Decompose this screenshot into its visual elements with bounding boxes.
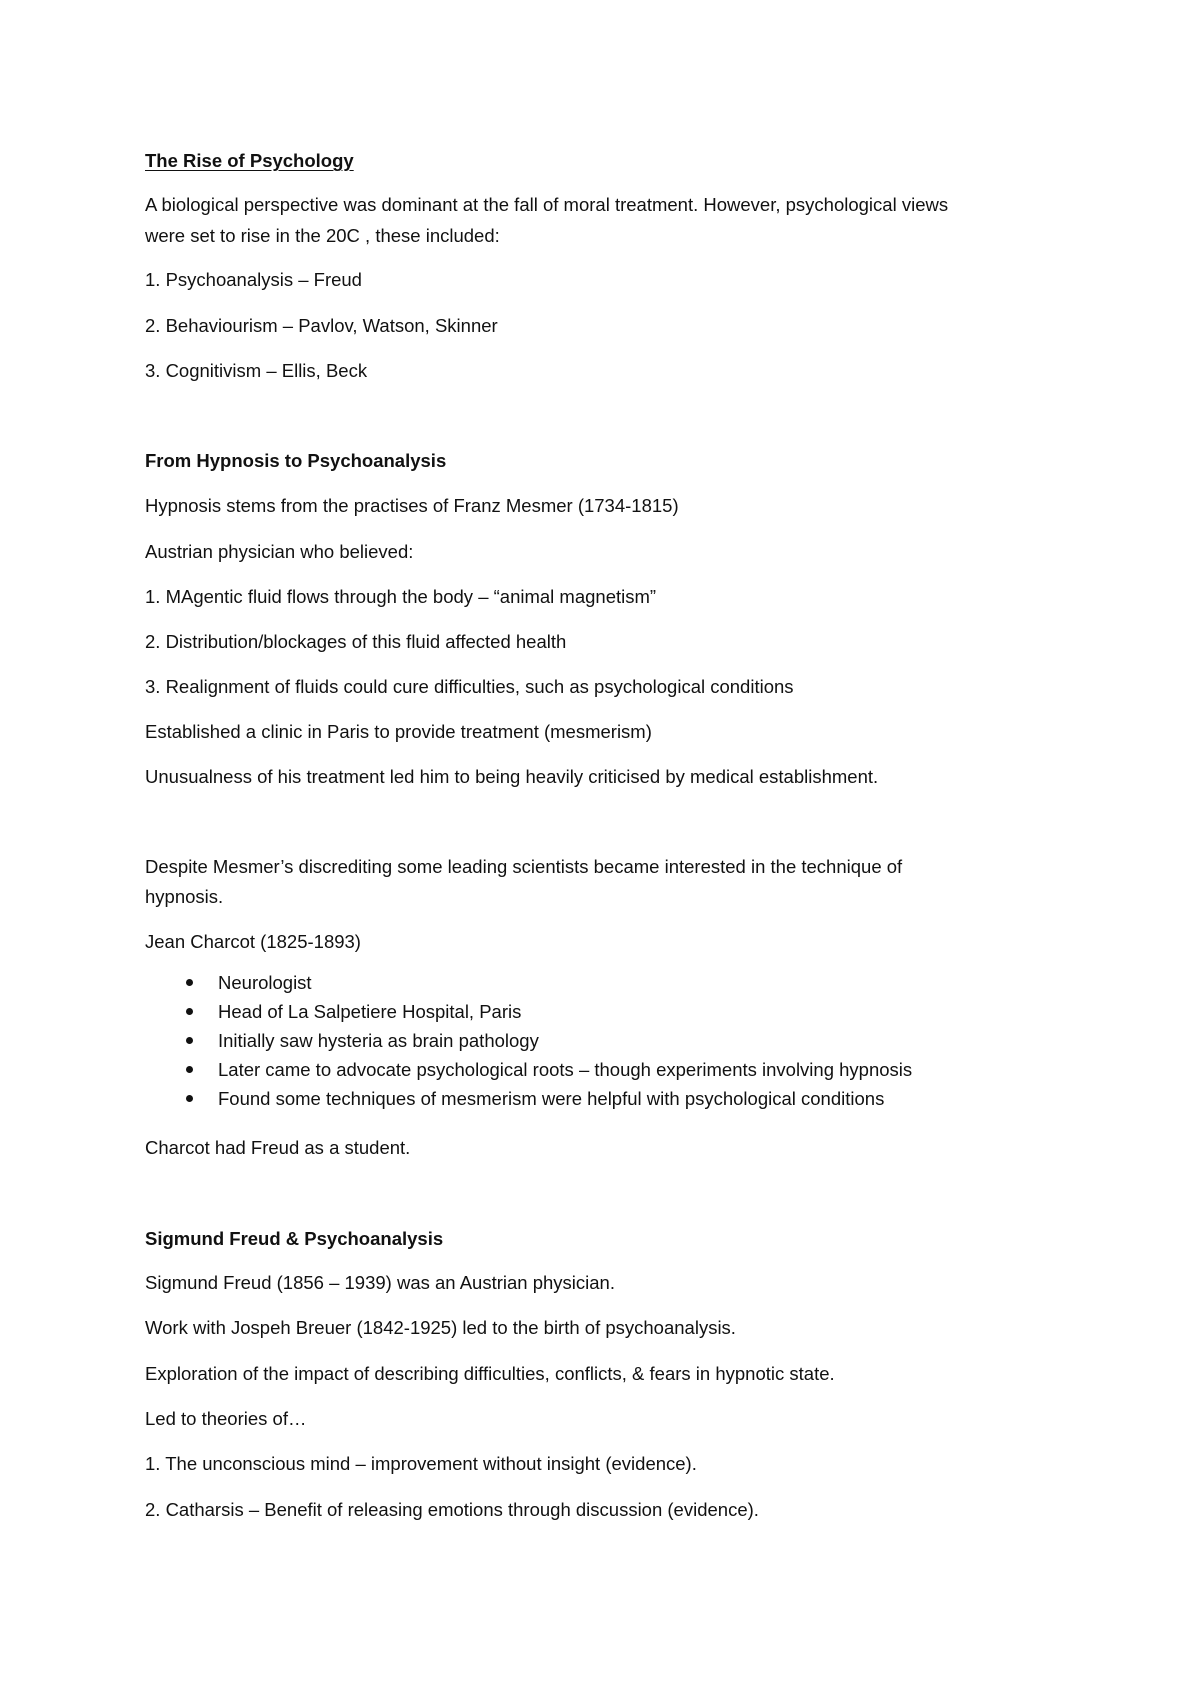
bullet-list: [145, 968, 912, 1113]
paragraph-line: Jean Charcot (1825-1893): [145, 931, 361, 952]
list-item: 2. Distribution/blockages of this fluid affected health: [145, 631, 567, 652]
paragraph-line: A biological perspective was dominant at the fall of moral treatment. However, psychological views: [145, 194, 949, 215]
paragraph-line: Led to theories of…: [145, 1408, 307, 1429]
bullet-text: Found some techniques of mesmerism were helpful with psychological conditions: [218, 1088, 885, 1109]
paragraph-line: were set to rise in the 20C , these included:: [145, 225, 500, 246]
bullet-item: [145, 1026, 912, 1055]
bullet-dot-icon: [186, 979, 193, 986]
section-title-rise-of-psychology: The Rise of Psychology: [145, 150, 354, 171]
bullet-item: [145, 997, 912, 1026]
list-item: 3. Realignment of fluids could cure difficulties, such as psychological conditions: [145, 676, 794, 697]
list-item: 1. MAgentic fluid flows through the body – “animal magnetism”: [145, 586, 657, 607]
bullet-dot-icon: [186, 1066, 193, 1073]
list-item: 2. Catharsis – Benefit of releasing emotions through discussion (evidence).: [145, 1499, 759, 1520]
section-title-freud: Sigmund Freud & Psychoanalysis: [145, 1228, 444, 1249]
bullet-text: Initially saw hysteria as brain pathology: [218, 1030, 539, 1051]
bullet-item: [145, 1055, 912, 1084]
bullet-dot-icon: [186, 1095, 193, 1102]
paragraph-line: Sigmund Freud (1856 – 1939) was an Austrian physician.: [145, 1272, 615, 1293]
list-item: 1. The unconscious mind – improvement without insight (evidence).: [145, 1453, 697, 1474]
paragraph-line: Exploration of the impact of describing difficulties, conflicts, & fears in hypnotic state.: [145, 1363, 835, 1384]
bullet-text: Later came to advocate psychological roots – though experiments involving hypnosis: [218, 1059, 913, 1080]
section-title-hypnosis: From Hypnosis to Psychoanalysis: [145, 450, 447, 471]
list-item: 2. Behaviourism – Pavlov, Watson, Skinner: [145, 315, 498, 336]
list-item: 3. Cognitivism – Ellis, Beck: [145, 360, 368, 381]
paragraph-line: Despite Mesmer’s discrediting some leading scientists became interested in the technique of: [145, 856, 903, 877]
bullet-dot-icon: [186, 1037, 193, 1044]
paragraph-line: Unusualness of his treatment led him to being heavily criticised by medical establishment.: [145, 766, 879, 787]
list-item: 1. Psychoanalysis – Freud: [145, 269, 362, 290]
paragraph-line: hypnosis.: [145, 886, 224, 907]
paragraph-line: Established a clinic in Paris to provide treatment (mesmerism): [145, 721, 652, 742]
paragraph-line: Charcot had Freud as a student.: [145, 1137, 411, 1158]
bullet-item: [145, 968, 912, 997]
paragraph-line: Austrian physician who believed:: [145, 541, 414, 562]
paragraph-line: Hypnosis stems from the practises of Franz Mesmer (1734-1815): [145, 495, 679, 516]
bullet-dot-icon: [186, 1008, 193, 1015]
paragraph-line: Work with Jospeh Breuer (1842-1925) led to the birth of psychoanalysis.: [145, 1317, 736, 1338]
bullet-text: Head of La Salpetiere Hospital, Paris: [218, 1001, 522, 1022]
bullet-text: Neurologist: [218, 972, 312, 993]
bullet-item: [145, 1084, 912, 1113]
